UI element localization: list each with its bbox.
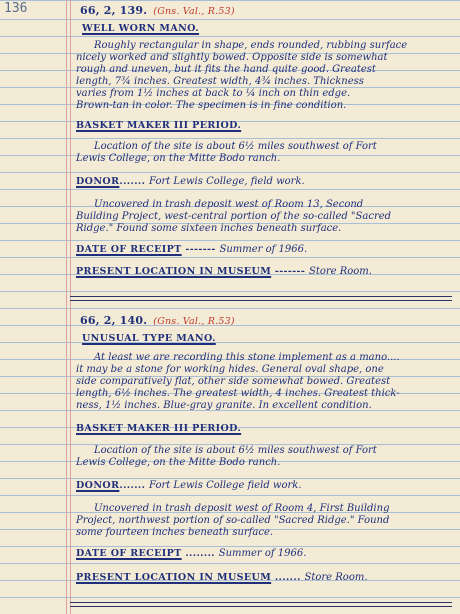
description-line: rough and uneven, but it fits the hand quite good. Greatest bbox=[76, 64, 376, 75]
description-line: Brown-tan in color. The specimen is in fine condition. bbox=[76, 100, 347, 111]
museum-location-row: PRESENT LOCATION IN MUSEUM ------- Store Room. bbox=[76, 266, 372, 277]
provenance-line: some fourteen inches beneath surface. bbox=[76, 527, 274, 538]
description-line: nicely worked and slightly bowed. Opposite side is somewhat bbox=[76, 52, 388, 63]
description-line: At least we are recording this stone implement as a mano.... bbox=[94, 352, 400, 363]
receipt-value: Summer of 1966. bbox=[219, 244, 308, 255]
donor-row: DONOR....... Fort Lewis College, field work. bbox=[76, 176, 305, 187]
location-line: Location of the site is about 6½ miles southwest of Fort bbox=[94, 141, 377, 152]
description-line: ness, 1½ inches. Blue-gray granite. In excellent condition. bbox=[76, 400, 372, 411]
provenance-line: Building Project, west-central portion of the so-called "Sacred bbox=[76, 211, 392, 222]
margin-line bbox=[66, 0, 67, 614]
location-line: Lewis College, on the Mitte Bodo ranch. bbox=[76, 457, 281, 468]
donor-value: Fort Lewis College, field work. bbox=[149, 176, 305, 187]
page-number: 136 bbox=[4, 1, 28, 16]
donor-label: DONOR bbox=[76, 176, 120, 187]
receipt-value: Summer of 1966. bbox=[218, 548, 307, 559]
description-line: length, 6½ inches. The greatest width, 4 inches. Greatest thick- bbox=[76, 388, 400, 399]
specimen-title: WELL WORN MANO. bbox=[82, 23, 200, 34]
receipt-label: DATE OF RECEIPT bbox=[76, 244, 182, 255]
description-line: varies from 1½ inches at back to ¼ inch on thin edge. bbox=[76, 88, 351, 99]
museum-location-label: PRESENT LOCATION IN MUSEUM bbox=[76, 266, 272, 277]
specimen-title: UNUSUAL TYPE MANO. bbox=[82, 333, 216, 344]
provenance-line: Uncovered in trash deposit west of Room 13, Second bbox=[94, 199, 364, 210]
margin-line bbox=[70, 0, 71, 614]
entry-divider bbox=[70, 296, 452, 301]
catalog-reference: (Gns. Val., R.53) bbox=[153, 6, 235, 17]
entry-heading bbox=[80, 5, 235, 18]
location-line: Location of the site is about 6½ miles southwest of Fort bbox=[94, 445, 377, 456]
provenance-line: Project, northwest portion of so-called "Sacred Ridge." Found bbox=[76, 515, 390, 526]
receipt-row: DATE OF RECEIPT ........ Summer of 1966. bbox=[76, 548, 307, 559]
location-line: Lewis College, on the Mitte Bodo ranch. bbox=[76, 153, 281, 164]
description-line: side comparatively flat, other side somewhat bowed. Greatest bbox=[76, 376, 391, 387]
donor-label: DONOR bbox=[76, 480, 120, 491]
entry-heading bbox=[80, 315, 235, 328]
catalog-number: 66, 2, 140. bbox=[80, 314, 148, 327]
entry-divider bbox=[70, 602, 452, 607]
museum-location-value: Store Room. bbox=[308, 266, 372, 277]
provenance-line: Uncovered in trash deposit west of Room 4, First Building bbox=[94, 503, 390, 514]
description-line: length, 7¾ inches. Greatest width, 4¾ inches. Thickness bbox=[76, 76, 364, 87]
description-line: Roughly rectangular in shape, ends rounded, rubbing surface bbox=[94, 40, 408, 51]
catalog-number: 66, 2, 139. bbox=[80, 4, 148, 17]
museum-location-label: PRESENT LOCATION IN MUSEUM bbox=[76, 572, 272, 583]
donor-row: DONOR....... Fort Lewis College field work. bbox=[76, 480, 302, 491]
description-line: it may be a stone for working hides. General oval shape, one bbox=[76, 364, 384, 375]
provenance-line: Ridge." Found some sixteen inches beneath surface. bbox=[76, 223, 342, 234]
museum-location-value: Store Room. bbox=[304, 572, 368, 583]
museum-location-row: PRESENT LOCATION IN MUSEUM ....... Store Room. bbox=[76, 572, 368, 583]
catalog-reference: (Gns. Val., R.53) bbox=[153, 316, 235, 327]
donor-value: Fort Lewis College field work. bbox=[149, 480, 302, 491]
period-label: BASKET MAKER III PERIOD. bbox=[76, 423, 242, 434]
period-label: BASKET MAKER III PERIOD. bbox=[76, 120, 242, 131]
receipt-row: DATE OF RECEIPT ------- Summer of 1966. bbox=[76, 244, 308, 255]
receipt-label: DATE OF RECEIPT bbox=[76, 548, 182, 559]
